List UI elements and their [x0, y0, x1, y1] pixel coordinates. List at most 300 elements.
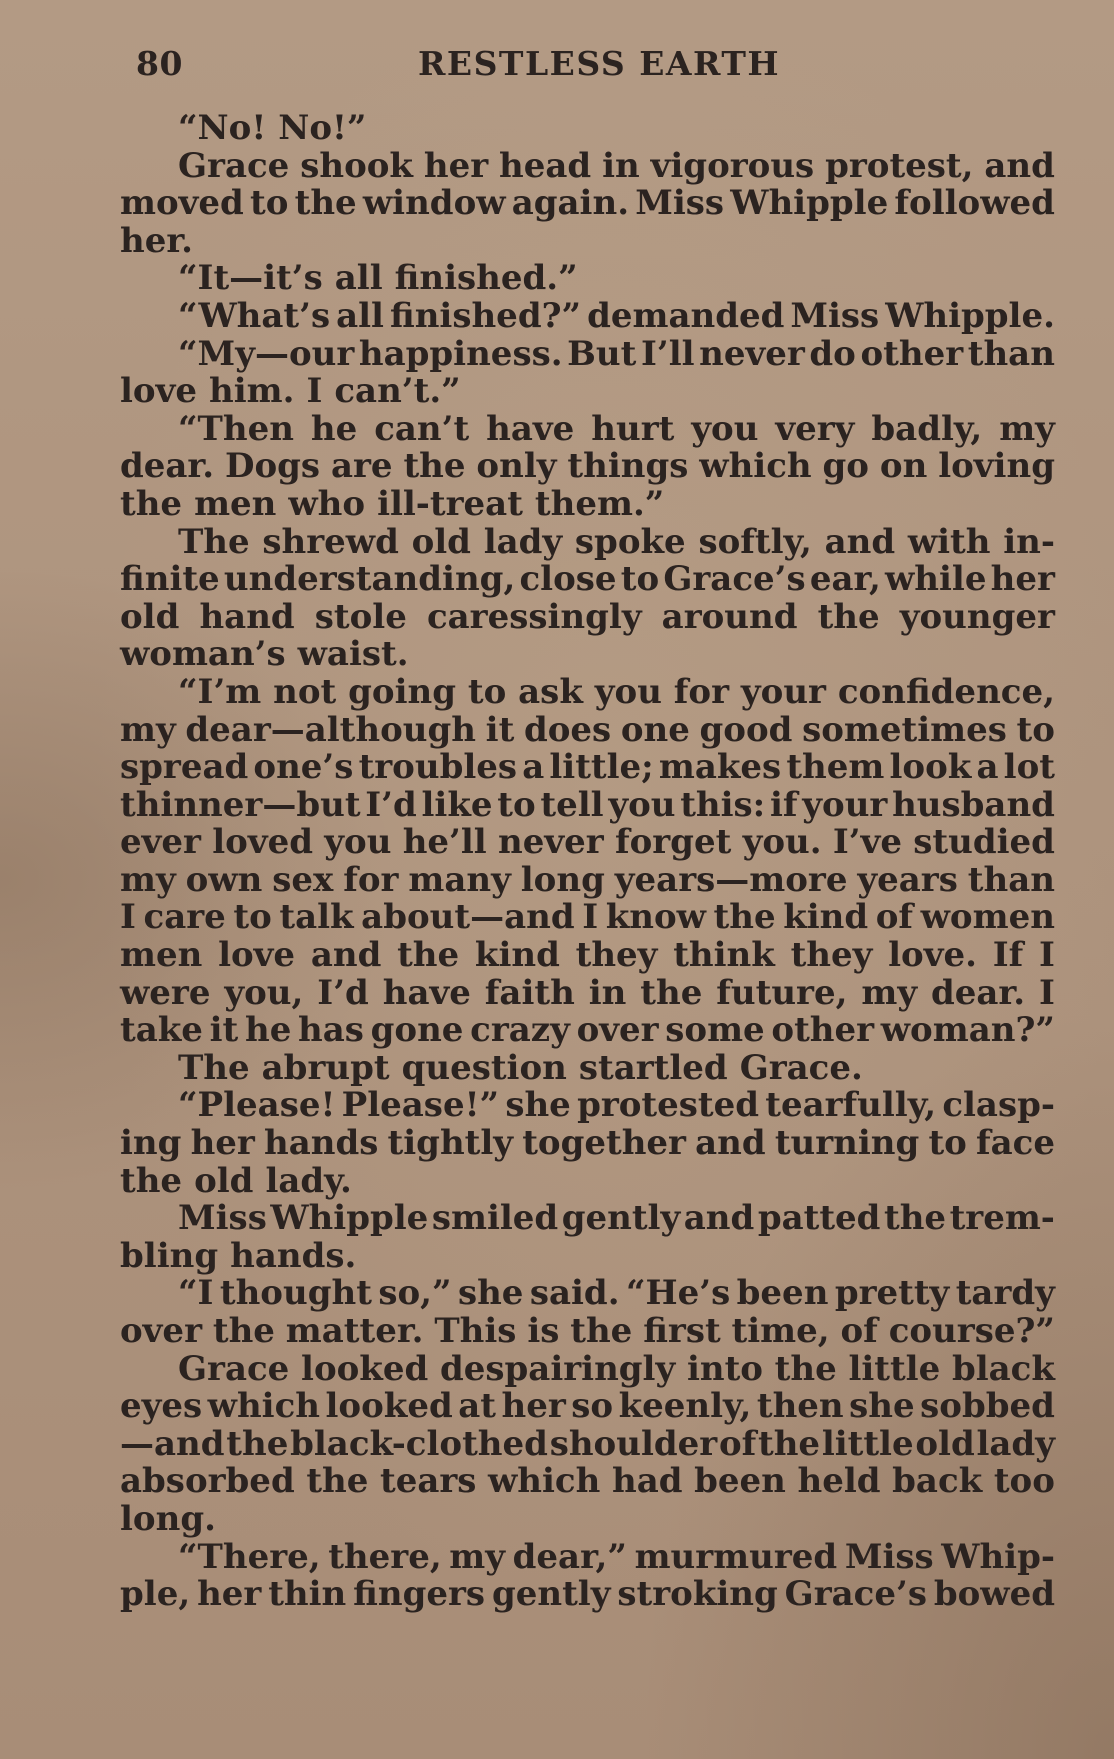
word: good	[699, 709, 793, 750]
word: abrupt	[261, 1047, 390, 1088]
word: she	[505, 1085, 571, 1126]
word: can’t.”	[334, 371, 461, 412]
word: years	[857, 859, 958, 900]
text-line	[120, 709, 1055, 750]
word: close	[519, 559, 617, 600]
word: my	[999, 408, 1055, 449]
word: again.	[511, 183, 630, 224]
word: very	[775, 408, 855, 449]
word: “It—it’s	[178, 258, 323, 299]
word: the	[397, 935, 460, 976]
word: at	[458, 1386, 496, 1427]
word: my	[449, 1536, 506, 1577]
word: Whipple	[270, 1198, 429, 1239]
word: have	[382, 972, 471, 1013]
word: my	[120, 709, 176, 750]
word: one	[620, 709, 690, 750]
word: stole	[314, 596, 407, 637]
text-line	[120, 1348, 1055, 1389]
word: the	[403, 446, 466, 487]
text-line	[120, 749, 1055, 787]
word: together	[522, 1123, 686, 1164]
word: finite	[120, 559, 220, 600]
text-line	[120, 899, 1055, 937]
page-number: 80	[136, 44, 183, 83]
word: I’ve	[832, 822, 902, 863]
word: husband	[892, 784, 1055, 825]
word: and	[984, 145, 1055, 186]
word: Please!”	[341, 1085, 500, 1126]
word: your	[802, 784, 888, 825]
word: matter.	[285, 1311, 424, 1351]
word: love	[218, 935, 296, 976]
word: which	[699, 446, 812, 487]
word: I’d	[365, 784, 417, 825]
word: go	[822, 446, 869, 487]
text-line	[120, 1313, 1055, 1351]
word: “I’m	[178, 671, 262, 712]
word: little	[821, 1423, 914, 1464]
word: the	[774, 1348, 837, 1389]
word: ever	[120, 822, 201, 863]
word: take	[120, 1010, 203, 1051]
word: No!”	[278, 108, 367, 148]
word: I	[1038, 935, 1055, 976]
word: been	[736, 1273, 829, 1314]
word: said.	[529, 1273, 620, 1314]
word: can’t	[374, 408, 470, 449]
word: I	[120, 897, 136, 938]
word: long	[520, 859, 605, 900]
word: to	[467, 671, 507, 712]
word: back	[892, 1461, 983, 1502]
text-line	[120, 1200, 1055, 1238]
word: Whipple	[730, 183, 889, 224]
word: you	[594, 671, 662, 712]
text-line	[120, 408, 1055, 449]
word: understanding,	[223, 559, 516, 600]
word: faith	[484, 972, 575, 1013]
text-line	[120, 1235, 1055, 1276]
text-line	[120, 596, 1055, 637]
word: is	[527, 1311, 560, 1351]
word: “There,	[178, 1536, 321, 1577]
word: black	[951, 1348, 1055, 1389]
word: they	[790, 935, 873, 976]
word: my	[861, 972, 918, 1013]
word: had	[611, 1461, 683, 1502]
word: some	[665, 1010, 765, 1051]
text-line	[120, 521, 1055, 562]
word: “Then	[178, 408, 294, 449]
word: Miss	[178, 1198, 267, 1239]
word: never	[699, 333, 805, 374]
word: over	[576, 1010, 659, 1051]
word: thin	[268, 1574, 347, 1615]
word: talk	[279, 897, 354, 938]
word: absorbed	[120, 1461, 295, 1502]
word: in-	[1003, 521, 1055, 562]
word: never	[498, 822, 604, 863]
word: black-clothed	[290, 1423, 548, 1464]
word: studied	[913, 822, 1055, 863]
word: your	[740, 671, 826, 712]
word: the	[758, 1423, 821, 1464]
word: Grace	[178, 1348, 290, 1389]
word: tears	[380, 1461, 477, 1502]
word: —and	[120, 1423, 225, 1464]
word: ask	[518, 671, 583, 712]
word: sex	[272, 859, 334, 900]
word: shook	[300, 145, 413, 186]
word: I’d	[317, 972, 369, 1013]
word: protest,	[825, 145, 974, 186]
word: does	[523, 709, 612, 750]
word: gently	[561, 1198, 681, 1239]
word: do	[809, 333, 856, 374]
word: and	[824, 521, 896, 562]
word: hurt	[591, 408, 675, 449]
word: little;	[549, 747, 654, 788]
word: ear,	[809, 559, 881, 600]
word: to	[1016, 709, 1055, 750]
word: The	[178, 521, 250, 562]
word: hands.	[230, 1235, 357, 1276]
word: old	[915, 1423, 975, 1464]
text-line	[120, 1087, 1055, 1125]
word: a	[976, 747, 999, 788]
word: “No!	[178, 108, 267, 148]
word: Whip-	[941, 1536, 1055, 1577]
word: lot	[1003, 747, 1055, 788]
text-line	[120, 260, 1055, 298]
word: than	[967, 333, 1055, 374]
word: around	[661, 596, 798, 637]
word: the	[640, 972, 703, 1013]
word: look	[889, 747, 972, 788]
word: followed	[894, 183, 1055, 224]
text-line	[120, 859, 1055, 900]
word: the	[120, 483, 183, 524]
word: Grace.	[739, 1047, 863, 1088]
word: other	[771, 1010, 875, 1051]
word: forget	[614, 822, 732, 863]
word: ple,	[120, 1574, 191, 1615]
word: her.	[120, 220, 193, 261]
text-line	[120, 110, 1055, 148]
text-line	[120, 145, 1055, 186]
text-line	[120, 1047, 1055, 1088]
word: in	[602, 145, 640, 186]
word: badly,	[871, 408, 983, 449]
word: other	[860, 333, 964, 374]
word: caressingly	[426, 596, 642, 637]
word: I	[1039, 972, 1055, 1013]
word: them	[786, 747, 885, 788]
word: him.	[208, 371, 295, 412]
text-line	[120, 1160, 1055, 1201]
word: fingers	[353, 1574, 486, 1615]
word: turning	[774, 1123, 920, 1164]
word: he	[244, 1010, 292, 1051]
text-line	[120, 333, 1055, 374]
text-line	[120, 636, 1055, 674]
text-line	[120, 483, 1055, 524]
word: younger	[899, 596, 1055, 637]
word: troubles	[358, 747, 518, 788]
word: tell	[540, 784, 604, 825]
word: softly,	[698, 521, 812, 562]
word: to	[620, 559, 660, 600]
word: despairingly	[439, 1348, 676, 1389]
word: eyes	[120, 1386, 203, 1427]
word: pretty	[834, 1273, 950, 1314]
word: loved	[212, 822, 313, 863]
word: waist.	[297, 634, 409, 675]
word: and	[695, 1123, 766, 1164]
text-line	[120, 1012, 1055, 1050]
word: finished?”	[389, 295, 582, 336]
word: confidence,	[837, 671, 1055, 712]
word: first	[643, 1311, 721, 1351]
word: startled	[578, 1047, 728, 1088]
word: her	[990, 559, 1055, 600]
word: on	[879, 446, 928, 487]
word: dear.	[120, 446, 215, 487]
word: thinner—but	[120, 784, 361, 825]
word: than	[967, 859, 1055, 900]
word: “What’s	[178, 295, 331, 336]
word: own	[185, 859, 263, 900]
word: gently	[491, 1574, 611, 1615]
text-line	[120, 561, 1055, 599]
word: lady	[976, 1423, 1055, 1464]
word: into	[686, 1348, 763, 1389]
word: they	[575, 935, 658, 976]
word: old	[411, 521, 471, 562]
text-line	[120, 448, 1055, 486]
text-line	[120, 373, 1055, 411]
word: looked	[325, 1386, 453, 1427]
word: happiness.	[358, 333, 563, 374]
word: Whipple.	[885, 295, 1055, 336]
word: face	[975, 1123, 1055, 1164]
word: makes	[658, 747, 782, 788]
word: shoulder	[549, 1423, 718, 1464]
word: trem-	[949, 1198, 1055, 1239]
word: all	[334, 258, 383, 299]
word: my	[120, 859, 176, 900]
word: I	[306, 371, 323, 412]
word: only	[476, 446, 557, 487]
word: of	[875, 897, 914, 938]
word: them.”	[534, 483, 665, 524]
word: hands	[264, 1123, 379, 1164]
word: the	[226, 1423, 289, 1464]
word: If	[992, 935, 1024, 976]
word: she	[849, 1386, 915, 1427]
word: clasp-	[942, 1085, 1055, 1126]
word: looked	[301, 1348, 429, 1389]
word: are	[330, 446, 393, 487]
text-line	[120, 1388, 1055, 1426]
text-line	[120, 1423, 1055, 1464]
word: the	[120, 1160, 183, 1201]
word: women	[920, 897, 1055, 938]
word: her	[197, 1574, 262, 1615]
word: The	[178, 1047, 250, 1088]
text-line	[120, 671, 1055, 712]
word: like	[421, 784, 493, 825]
word: bowed	[933, 1574, 1055, 1615]
word: long.	[120, 1498, 216, 1539]
text-line	[120, 784, 1055, 825]
word: finished.”	[394, 258, 578, 299]
word: Grace	[178, 145, 290, 186]
word: love	[120, 371, 197, 412]
body-text	[120, 110, 1055, 1614]
text-line	[120, 1536, 1055, 1577]
word: all	[336, 295, 384, 336]
word: thought	[219, 1273, 372, 1314]
text-line	[120, 972, 1055, 1013]
word: the	[570, 1311, 633, 1351]
word: the	[306, 1461, 369, 1502]
text-line	[120, 1125, 1055, 1163]
word: spoke	[574, 521, 686, 562]
word: there,	[328, 1536, 442, 1577]
word: he’ll	[402, 822, 487, 863]
word: men	[194, 483, 277, 524]
word: of	[718, 1423, 757, 1464]
word: to	[250, 183, 289, 224]
text-line	[120, 1463, 1055, 1501]
word: Grace’s	[784, 1574, 927, 1615]
word: keenly,	[618, 1386, 752, 1427]
word: who	[288, 483, 366, 524]
word: dear—although	[185, 709, 477, 750]
word: bling	[120, 1235, 219, 1276]
word: little	[848, 1348, 941, 1389]
word: dear,”	[512, 1536, 627, 1577]
word: then	[756, 1386, 844, 1427]
text-line	[120, 1498, 1055, 1539]
word: moved	[120, 183, 244, 224]
word: her	[423, 145, 489, 186]
word: you	[608, 784, 676, 825]
word: so	[571, 1386, 614, 1427]
word: her	[190, 1123, 255, 1164]
word: with	[907, 521, 991, 562]
word: course?”	[888, 1311, 1055, 1351]
word: lady	[483, 521, 563, 562]
word: smiled	[431, 1198, 559, 1239]
word: to	[233, 897, 272, 938]
word: which	[207, 1386, 320, 1427]
word: crazy	[470, 1010, 570, 1051]
word: woman’s	[120, 634, 286, 675]
word: kind	[783, 897, 869, 938]
word: woman?”	[880, 1010, 1055, 1051]
page-header	[136, 44, 792, 94]
word: “My—our	[178, 333, 355, 374]
word: held	[797, 1461, 881, 1502]
word: murmured	[634, 1536, 838, 1577]
word: loving	[938, 446, 1055, 487]
word: the	[294, 183, 357, 224]
word: and	[683, 1198, 755, 1239]
word: Miss	[635, 183, 725, 224]
word: protested	[577, 1085, 760, 1126]
word: one’s	[253, 747, 354, 788]
word: you	[324, 822, 392, 863]
word: the	[817, 596, 880, 637]
text-line	[120, 185, 1055, 223]
word: have	[486, 408, 575, 449]
word: I’ll	[640, 333, 695, 374]
word: future,	[716, 972, 848, 1013]
word: you,	[224, 972, 304, 1013]
word: sometimes	[802, 709, 1007, 750]
word: to	[928, 1123, 967, 1164]
word: “I	[178, 1273, 214, 1314]
word: Grace’s	[663, 559, 806, 600]
word: years—more	[614, 859, 848, 900]
word: tightly	[387, 1123, 514, 1164]
word: hand	[199, 596, 295, 637]
word: lady.	[265, 1160, 352, 1201]
word: gone	[370, 1010, 464, 1051]
word: old	[194, 1160, 254, 1201]
word: tearfully,	[765, 1085, 937, 1126]
word: head	[499, 145, 592, 186]
word: sobbed	[920, 1386, 1055, 1427]
text-line	[120, 220, 1055, 261]
word: things	[567, 446, 689, 487]
word: “Please!	[178, 1085, 336, 1126]
word: been	[694, 1461, 786, 1502]
word: many	[408, 859, 511, 900]
word: ill-treat	[377, 483, 523, 524]
word: a	[522, 747, 545, 788]
word: over	[120, 1311, 202, 1351]
word: to	[497, 784, 536, 825]
word: question	[401, 1047, 567, 1088]
word: this:	[680, 784, 766, 825]
word: her	[501, 1386, 566, 1427]
word: for	[673, 671, 730, 712]
word: vigorous	[650, 145, 815, 186]
word: love.	[888, 935, 977, 976]
word: in	[588, 972, 627, 1013]
word: stroking	[617, 1574, 778, 1615]
word: spread	[120, 747, 249, 788]
word: But	[567, 333, 637, 374]
word: demanded	[587, 295, 785, 336]
word: patted	[757, 1198, 881, 1239]
text-line	[120, 937, 1055, 975]
word: has	[298, 1010, 364, 1051]
word: it	[209, 1010, 239, 1051]
text-line	[120, 1576, 1055, 1614]
word: she	[457, 1273, 524, 1314]
word: dear.	[931, 972, 1026, 1013]
word: the	[713, 897, 776, 938]
word: you.	[742, 822, 822, 863]
word: I	[582, 897, 599, 938]
word: so,”	[378, 1273, 452, 1314]
word: tardy	[955, 1273, 1055, 1314]
